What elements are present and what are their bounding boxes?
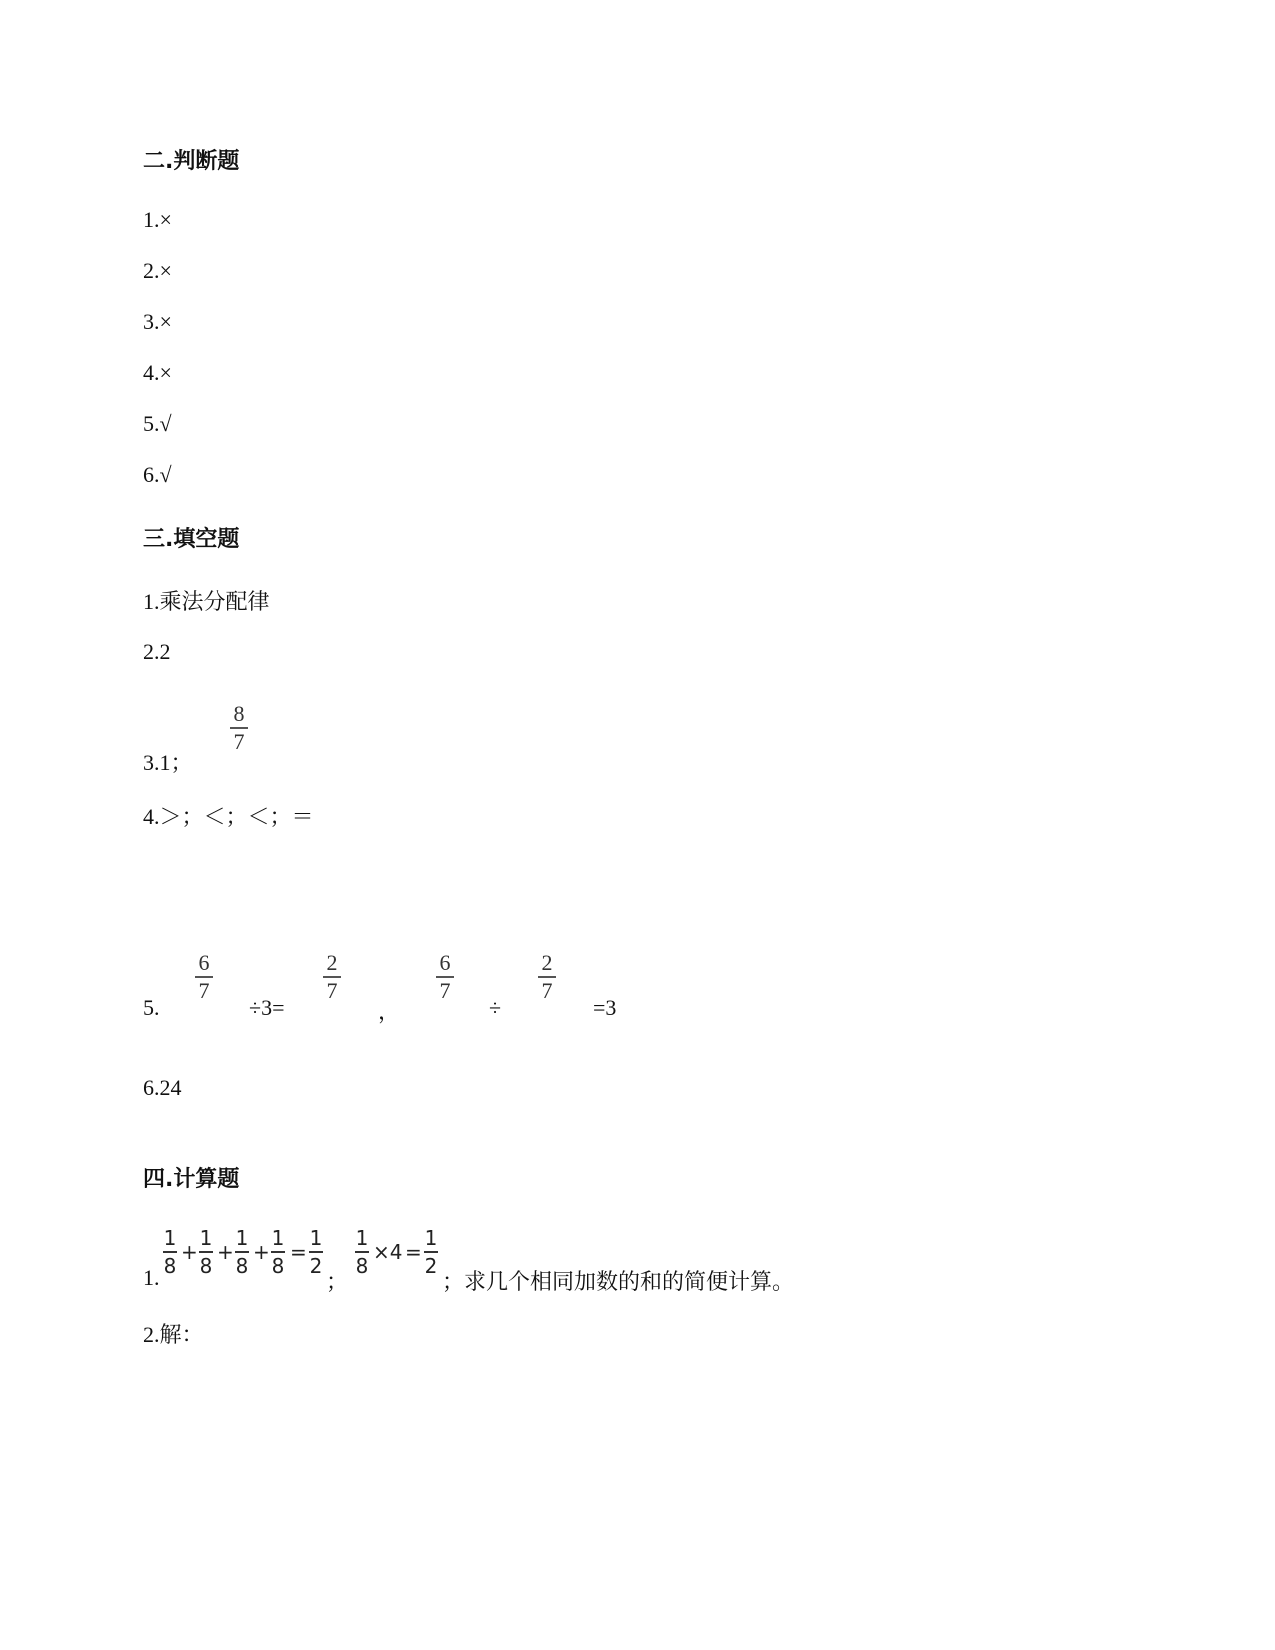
fraction-denominator: 2 [424, 1253, 438, 1278]
fraction-bar [199, 1251, 213, 1253]
fraction-numerator: 8 [233, 701, 245, 726]
fraction-denominator: 7 [198, 977, 210, 1003]
fraction-1-8-second [199, 1228, 213, 1276]
fraction-numerator: 2 [541, 950, 553, 975]
fraction-bar [163, 1251, 177, 1253]
fraction-1-8-first [163, 1228, 177, 1276]
section-heading-fill-in: 三.填空题 [143, 527, 240, 552]
section-heading-calculation: 四.计算题 [143, 1167, 240, 1192]
fraction-bar [271, 1251, 285, 1253]
semicolon: ； [326, 1269, 349, 1294]
calc-answer-2: 2.解： [143, 1322, 204, 1347]
fraction-numerator: 1 [355, 1226, 369, 1250]
fraction-numerator: 1 [271, 1226, 285, 1250]
fraction-numerator: 2 [326, 950, 338, 975]
fraction-8-7 [230, 703, 248, 753]
fraction-numerator: 1 [199, 1226, 213, 1250]
fraction-numerator: 1 [163, 1226, 177, 1250]
fill-answer-2: 2.2 [143, 639, 171, 664]
equals-sign: = [290, 1240, 307, 1264]
fraction-denominator: 8 [163, 1253, 177, 1278]
fill-answer-4: 4.＞；＜；＜；＝ [143, 804, 314, 829]
fraction-bar [309, 1251, 323, 1253]
fraction-2-7-a [323, 952, 341, 1002]
section-heading-judgement: 二.判断题 [143, 149, 240, 174]
fraction-numerator: 6 [198, 950, 210, 975]
plus-sign: + [181, 1240, 198, 1264]
fraction-6-7-b [436, 952, 454, 1002]
fraction-2-7-b [538, 952, 556, 1002]
fraction-1-2-first [309, 1228, 323, 1276]
fill-answer-6: 6.24 [143, 1075, 182, 1100]
fraction-1-8-third [235, 1228, 249, 1276]
plus-sign: + [253, 1240, 270, 1264]
fraction-bar [424, 1251, 438, 1253]
judgement-answer-3: 3.× [143, 309, 172, 334]
comma: ， [378, 999, 401, 1024]
fraction-6-7-a [195, 952, 213, 1002]
fraction-numerator: 1 [424, 1226, 438, 1250]
judgement-answer-6: 6.√ [143, 462, 172, 487]
fraction-denominator: 8 [355, 1253, 369, 1278]
fraction-denominator: 8 [199, 1253, 213, 1278]
divide-three-text: ÷3= [249, 995, 285, 1020]
times-four: ×4 [373, 1240, 403, 1264]
judgement-answer-2: 2.× [143, 258, 172, 283]
fraction-denominator: 8 [271, 1253, 285, 1278]
fraction-bar [235, 1251, 249, 1253]
fraction-numerator: 1 [235, 1226, 249, 1250]
fraction-1-2-second [424, 1228, 438, 1276]
fraction-bar [355, 1251, 369, 1253]
fraction-numerator: 1 [309, 1226, 323, 1250]
fraction-denominator: 7 [326, 977, 338, 1003]
fill-answer-1: 1.乘法分配律 [143, 589, 270, 614]
judgement-answer-5: 5.√ [143, 411, 172, 436]
plus-sign: + [217, 1240, 234, 1264]
calc-answer-1-prefix: 1. [143, 1265, 160, 1290]
judgement-answer-4: 4.× [143, 360, 172, 385]
fraction-denominator: 7 [233, 728, 245, 754]
judgement-answer-1: 1.× [143, 207, 172, 232]
result-equals-three: =3 [593, 995, 617, 1020]
fraction-denominator: 8 [235, 1253, 249, 1278]
calc-answer-1-explanation: ；求几个相同加数的和的简便计算。 [442, 1269, 795, 1294]
fill-answer-3-prefix: 3.1； [143, 750, 193, 775]
fill-answer-5-prefix: 5. [143, 995, 160, 1020]
fraction-1-8-fifth [355, 1228, 369, 1276]
fraction-denominator: 7 [541, 977, 553, 1003]
fraction-numerator: 6 [439, 950, 451, 975]
fraction-denominator: 2 [309, 1253, 323, 1278]
divide-sign: ÷ [489, 995, 502, 1020]
fraction-1-8-fourth [271, 1228, 285, 1276]
equals-sign: = [405, 1240, 422, 1264]
fraction-denominator: 7 [439, 977, 451, 1003]
